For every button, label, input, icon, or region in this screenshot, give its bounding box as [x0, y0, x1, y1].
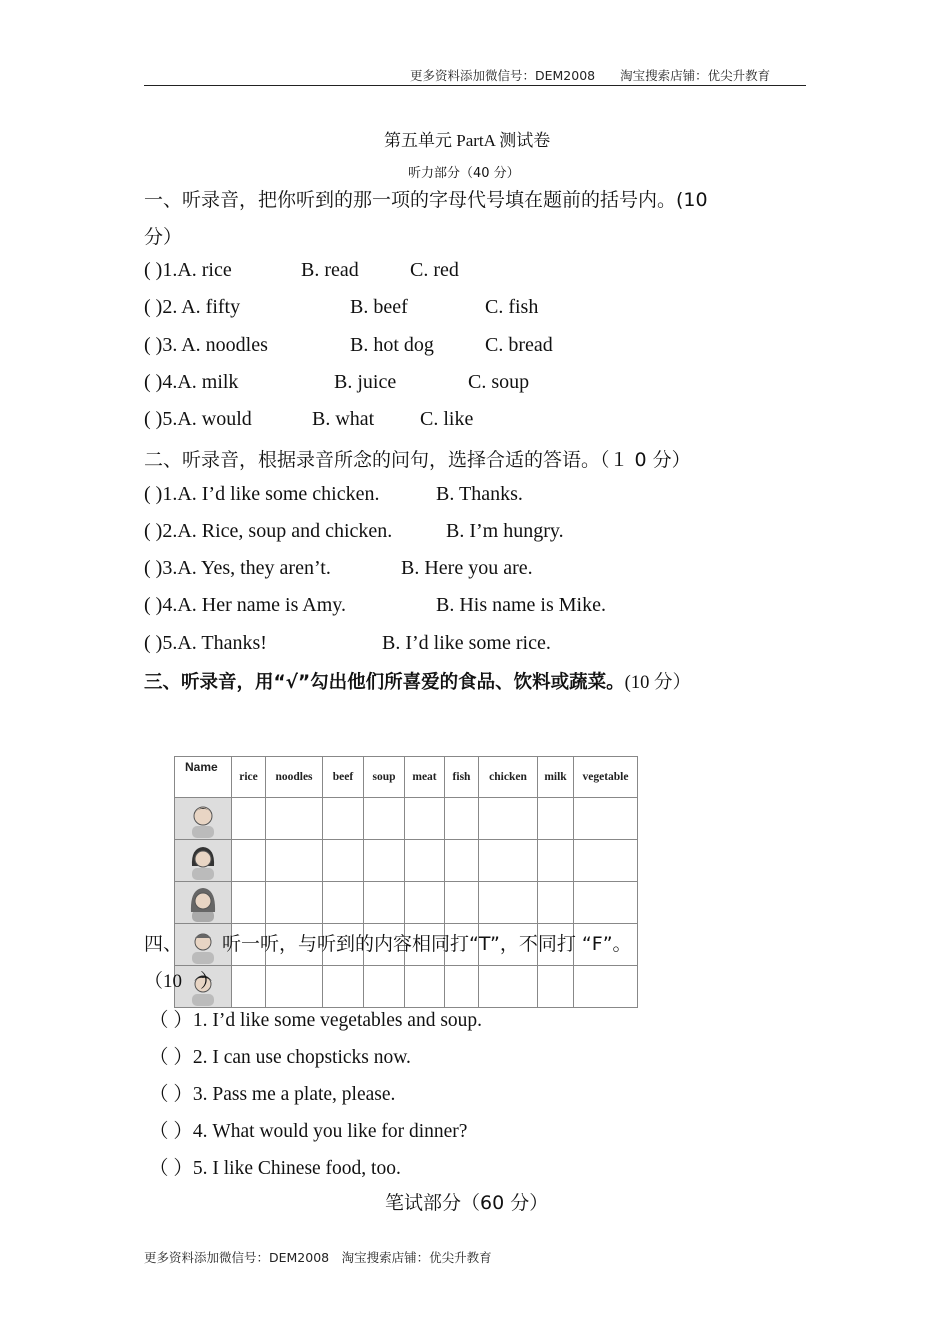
item-option-a: ( )4.A. milk [144, 371, 239, 393]
check-cell[interactable] [445, 840, 479, 882]
food-preference-table [174, 756, 638, 1008]
item-option-b: B. Here you are. [401, 557, 533, 579]
section4-item-5: （ ）5. I like Chinese food, too. [149, 1158, 401, 1179]
column-header: soup [364, 757, 405, 798]
section2-heading: 二、听录音，根据录音所念的问句，选择合适的答语。（１ 0 分） [144, 449, 691, 471]
column-header: fish [445, 757, 479, 798]
check-cell[interactable] [232, 840, 266, 882]
check-cell[interactable] [574, 882, 638, 924]
item-option-a: ( )1.A. I’d like some chicken. [144, 483, 380, 505]
column-header: beef [323, 757, 364, 798]
column-header: rice [232, 757, 266, 798]
girl-avatar-icon [175, 840, 232, 882]
check-cell[interactable] [364, 798, 405, 840]
name-column-header: Name [175, 757, 232, 798]
check-cell[interactable] [323, 798, 364, 840]
boy-avatar-icon [175, 798, 232, 840]
section4-heading: 四、 听一听，与听到的内容相同打“T”，不同打 “F”。 [144, 933, 632, 955]
item-option-a: ( )2.A. Rice, soup and chicken. [144, 520, 393, 542]
item-option-c: C. red [410, 259, 459, 281]
check-cell[interactable] [479, 840, 538, 882]
table-row [175, 840, 638, 882]
check-cell[interactable] [323, 840, 364, 882]
check-cell[interactable] [323, 882, 364, 924]
item-option-b: B. juice [334, 371, 397, 393]
check-cell[interactable] [574, 840, 638, 882]
item-option-a: ( )3. A. noodles [144, 334, 268, 356]
check-cell[interactable] [266, 882, 323, 924]
item-option-c: C. like [420, 408, 474, 430]
check-cell[interactable] [323, 966, 364, 1008]
listening-subtitle: 听力部分（40 分） [408, 166, 520, 181]
section4-item-3: （ ）3. Pass me a plate, please. [149, 1084, 396, 1105]
column-header: chicken [479, 757, 538, 798]
section1-heading-cont: 分） [144, 226, 183, 248]
check-cell[interactable] [364, 966, 405, 1008]
column-header: noodles [266, 757, 323, 798]
item-option-c: C. fish [485, 296, 539, 318]
table-row [175, 966, 638, 1008]
check-cell[interactable] [479, 798, 538, 840]
column-header: vegetable [574, 757, 638, 798]
column-header: meat [405, 757, 445, 798]
check-cell[interactable] [574, 798, 638, 840]
table-header-row [175, 757, 638, 798]
check-cell[interactable] [364, 882, 405, 924]
check-cell[interactable] [445, 798, 479, 840]
section4-item-2: （ ）2. I can use chopsticks now. [149, 1047, 411, 1068]
check-cell[interactable] [405, 798, 445, 840]
check-cell[interactable] [364, 840, 405, 882]
item-option-a: ( )4.A. Her name is Amy. [144, 594, 346, 616]
check-cell[interactable] [405, 882, 445, 924]
section1-heading: 一、听录音，把你听到的那一项的字母代号填在题前的括号内。(10 [144, 189, 708, 211]
item-option-b: B. hot dog [350, 334, 434, 356]
item-option-a: ( )1.A. rice [144, 259, 232, 281]
item-option-a: ( )5.A. would [144, 408, 252, 430]
column-header: milk [538, 757, 574, 798]
item-option-a: ( )3.A. Yes, they aren’t. [144, 557, 331, 579]
check-cell[interactable] [538, 966, 574, 1008]
page-footer: 更多资料添加微信号：DEM2008 淘宝搜索店铺：优尖升教育 [144, 1250, 492, 1265]
item-option-b: B. what [312, 408, 375, 430]
check-cell[interactable] [405, 840, 445, 882]
check-cell[interactable] [538, 840, 574, 882]
check-cell[interactable] [266, 966, 323, 1008]
page-title: 第五单元 PartA 测试卷 [384, 131, 551, 150]
item-option-b: B. I’m hungry. [446, 520, 564, 542]
section4-heading-cont: （10 ） [144, 970, 220, 992]
item-option-a: ( )5.A. Thanks! [144, 632, 267, 654]
check-cell[interactable] [445, 966, 479, 1008]
table-row [175, 798, 638, 840]
check-cell[interactable] [479, 882, 538, 924]
item-option-a: ( )2. A. fifty [144, 296, 241, 318]
section4-item-4: （ ）4. What would you like for dinner? [149, 1121, 468, 1142]
item-option-c: C. bread [485, 334, 553, 356]
check-cell[interactable] [538, 882, 574, 924]
item-option-b: B. Thanks. [436, 483, 523, 505]
header-rule [144, 85, 806, 86]
check-cell[interactable] [538, 798, 574, 840]
check-cell[interactable] [266, 798, 323, 840]
item-option-b: B. His name is Mike. [436, 594, 606, 616]
item-option-c: C. soup [468, 371, 530, 393]
check-cell[interactable] [405, 966, 445, 1008]
section4-item-1: （ ）1. I’d like some vegetables and soup. [149, 1010, 483, 1031]
check-cell[interactable] [445, 882, 479, 924]
item-option-b: B. I’d like some rice. [382, 632, 551, 654]
page-header: 更多资料添加微信号：DEM2008 淘宝搜索店铺：优尖升教育 [410, 68, 771, 83]
written-section-title: 笔试部分（60 分） [385, 1192, 549, 1214]
item-option-b: B. read [301, 259, 359, 281]
check-cell[interactable] [232, 798, 266, 840]
check-cell[interactable] [266, 840, 323, 882]
girl-avatar-icon [175, 882, 232, 924]
table-row [175, 882, 638, 924]
item-option-b: B. beef [350, 296, 408, 318]
section3-heading: 三、听录音，用“√”勾出他们所喜爱的食品、饮料或蔬菜。(10 分） [144, 672, 691, 693]
check-cell[interactable] [574, 966, 638, 1008]
check-cell[interactable] [479, 966, 538, 1008]
check-cell[interactable] [232, 966, 266, 1008]
check-cell[interactable] [232, 882, 266, 924]
